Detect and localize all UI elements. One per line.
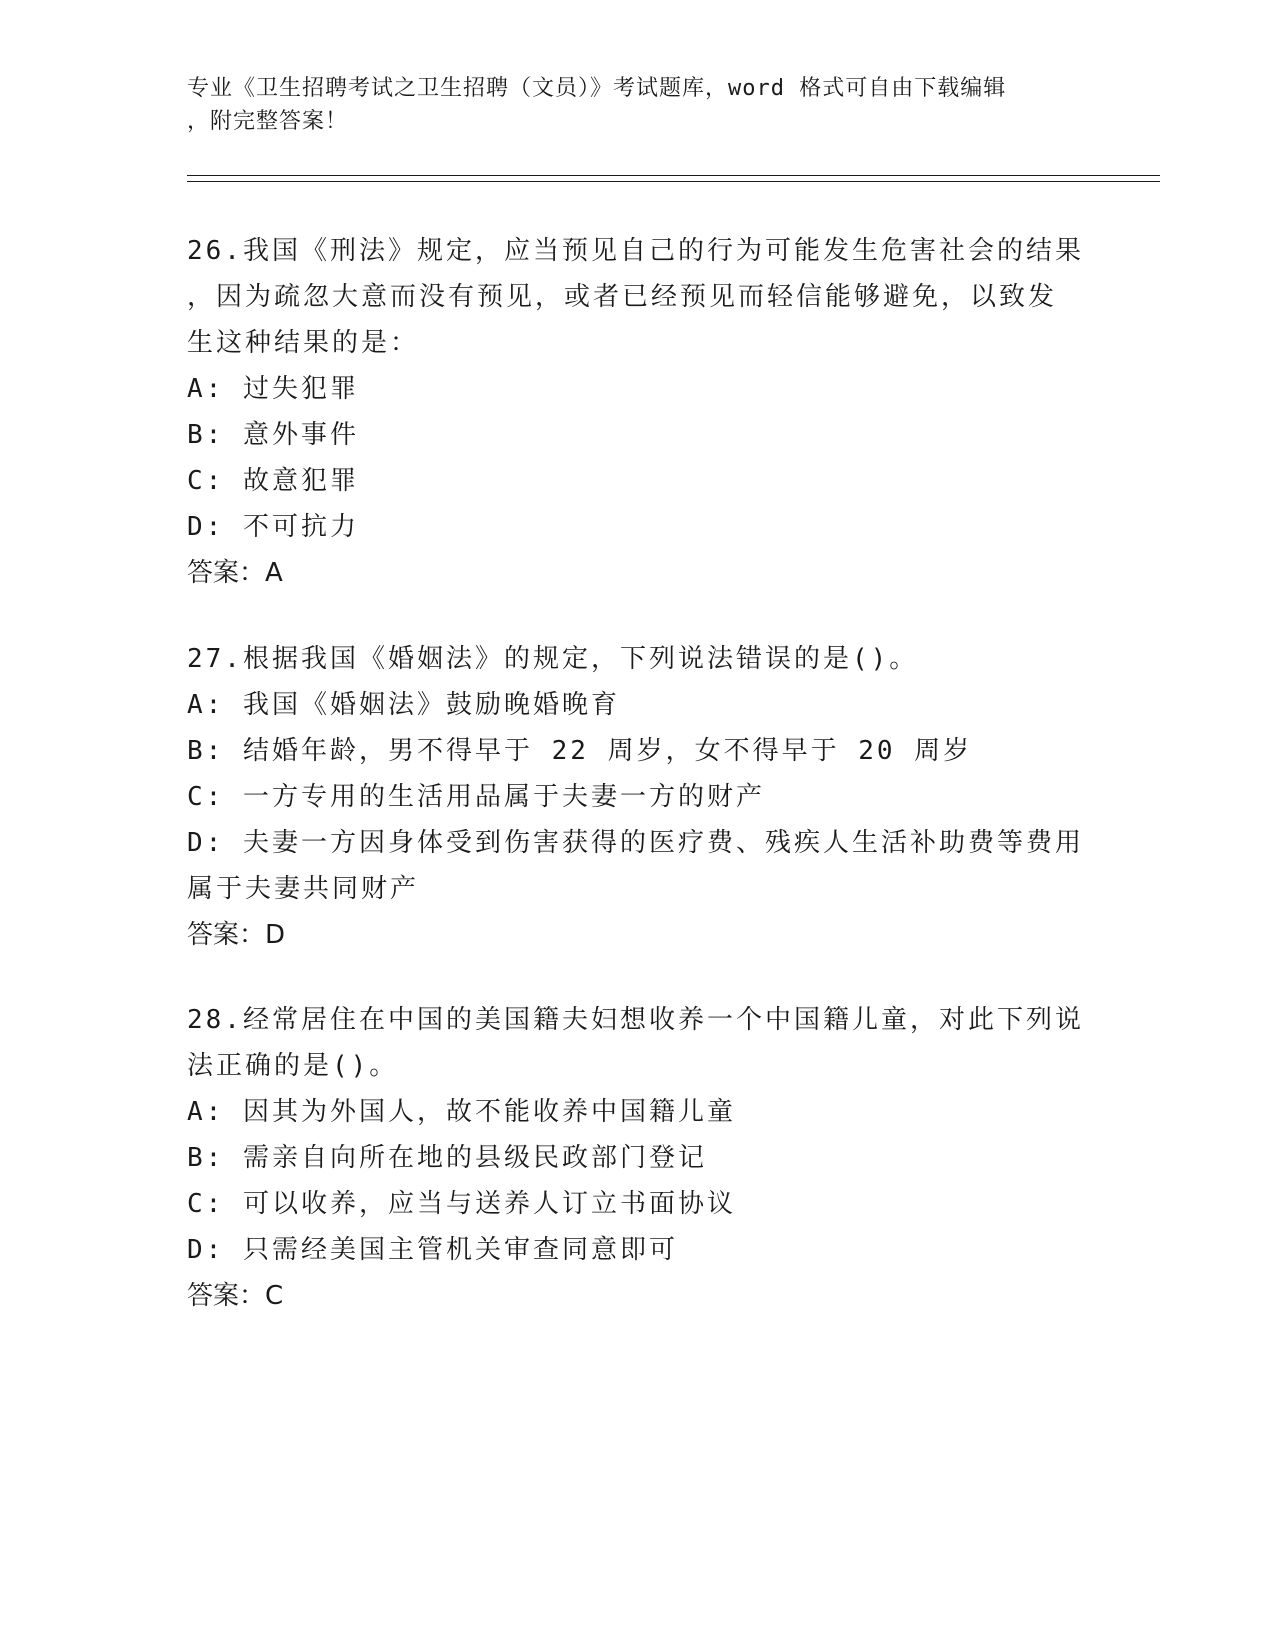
option-d: D: 不可抗力: [187, 512, 359, 542]
question-stem-line: 26.我国《刑法》规定，应当预见自己的行为可能发生危害社会的结果: [187, 236, 1084, 266]
option-c: C: 一方专用的生活用品属于夫妻一方的财产: [187, 782, 765, 812]
option-a: A: 过失犯罪: [187, 374, 359, 404]
option-d-continuation: 属于夫妻共同财产: [187, 874, 420, 904]
question-stem-line: 法正确的是()。: [187, 1051, 399, 1081]
option-d: D: 只需经美国主管机关审查同意即可: [187, 1235, 678, 1265]
question-stem-line: 生这种结果的是：: [187, 328, 420, 358]
answer-line: 答案：C: [187, 1281, 284, 1311]
option-a: A: 因其为外国人，故不能收养中国籍儿童: [187, 1097, 736, 1127]
question-stem-line: 28.经常居住在中国的美国籍夫妇想收养一个中国籍儿童，对此下列说: [187, 1005, 1084, 1035]
answer-line: 答案：A: [187, 558, 283, 588]
option-b: B: 意外事件: [187, 420, 359, 450]
option-b: B: 需亲自向所在地的县级民政部门登记: [187, 1143, 707, 1173]
option-a: A: 我国《婚姻法》鼓励晚婚晚育: [187, 690, 620, 720]
question-27: [187, 636, 1087, 958]
option-b: B: 结婚年龄，男不得早于 22 周岁，女不得早于 20 周岁: [187, 736, 973, 766]
option-d: D: 夫妻一方因身体受到伤害获得的医疗费、残疾人生活补助费等费用: [187, 828, 1084, 858]
header-line-2: ，附完整答案！: [187, 109, 349, 134]
option-c: C: 可以收养，应当与送养人订立书面协议: [187, 1189, 736, 1219]
header-divider: [187, 175, 1160, 182]
header-line-1: 专业《卫生招聘考试之卫生招聘（文员）》考试题库，word 格式可自由下载编辑: [187, 76, 1007, 101]
question-26: [187, 228, 1087, 596]
option-c: C: 故意犯罪: [187, 466, 359, 496]
question-stem-line: 27.根据我国《婚姻法》的规定，下列说法错误的是()。: [187, 644, 919, 674]
question-stem-line: ，因为疏忽大意而没有预见，或者已经预见而轻信能够避免，以致发: [187, 282, 1058, 312]
question-28: [187, 997, 1087, 1319]
document-header: [187, 72, 1087, 138]
answer-line: 答案：D: [187, 920, 286, 950]
